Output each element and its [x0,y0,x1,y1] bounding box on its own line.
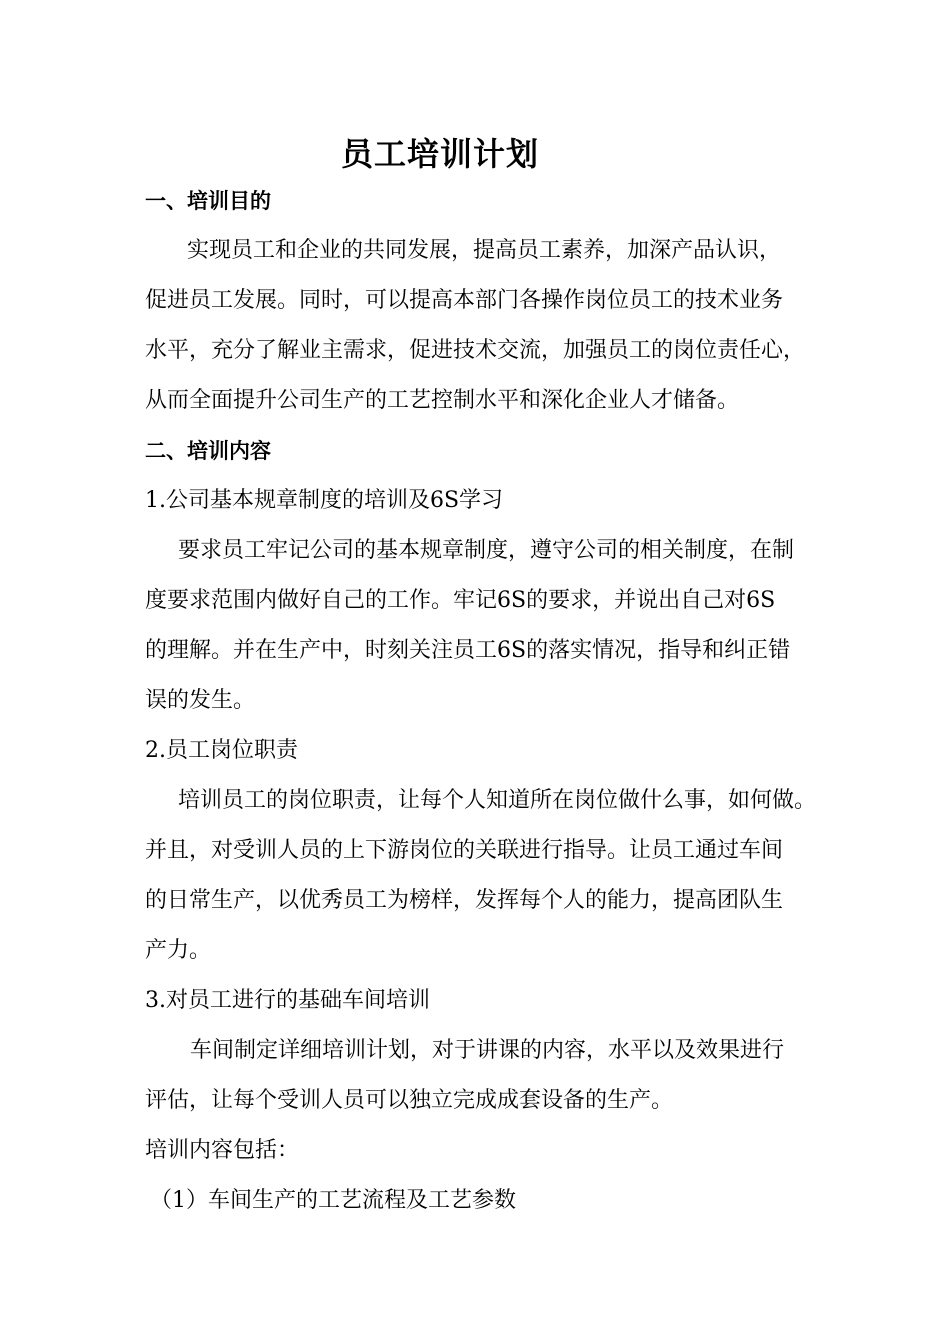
paragraph-line: 培训员工的岗位职责，让每个人知道所在岗位做什么事，如何做。 [178,788,817,813]
paragraph-line: 要求员工牢记公司的基本规章制度，遵守公司的相关制度，在制 [178,538,795,563]
paragraph-line: 实现员工和企业的共同发展，提高员工素养，加深产品认识， [187,238,782,263]
paragraph-line: 并且，对受训人员的上下游岗位的关联进行指导。让员工通过车间 [145,838,784,863]
paragraph-line: 评估，让每个受训人员可以独立完成成套设备的生产。 [145,1088,674,1113]
item-title: 3.对员工进行的基础车间培训 [145,988,430,1013]
paragraph-line: 产力。 [145,938,212,963]
paragraph-line: 误的发生。 [145,688,256,713]
item-title: 2.员工岗位职责 [145,738,298,763]
contents-label: 培训内容包括： [145,1138,300,1163]
item-title: 1.公司基本规章制度的培训及6S学习 [145,488,504,513]
section-heading-content: 二、培训内容 [145,439,271,463]
document-title: 员工培训计划 [340,135,539,173]
section-heading-purpose: 一、培训目的 [145,189,271,213]
paragraph-line: 从而全面提升公司生产的工艺控制水平和深化企业人才储备。 [145,388,740,413]
paragraph-line: 度要求范围内做好自己的工作。牢记6S的要求，并说出自己对6S [145,588,776,613]
paragraph-line: 水平，充分了解业主需求，促进技术交流，加强员工的岗位责任心， [145,338,806,363]
paragraph-line: 促进员工发展。同时，可以提高本部门各操作岗位员工的技术业务 [145,288,784,313]
list-item: （1）车间生产的工艺流程及工艺参数 [150,1188,516,1213]
paragraph-line: 车间制定详细培训计划，对于讲课的内容，水平以及效果进行 [190,1038,785,1063]
paragraph-line: 的理解。并在生产中，时刻关注员工6S的落实情况，指导和纠正错 [145,638,791,663]
paragraph-line: 的日常生产，以优秀员工为榜样，发挥每个人的能力，提高团队生 [145,888,784,913]
